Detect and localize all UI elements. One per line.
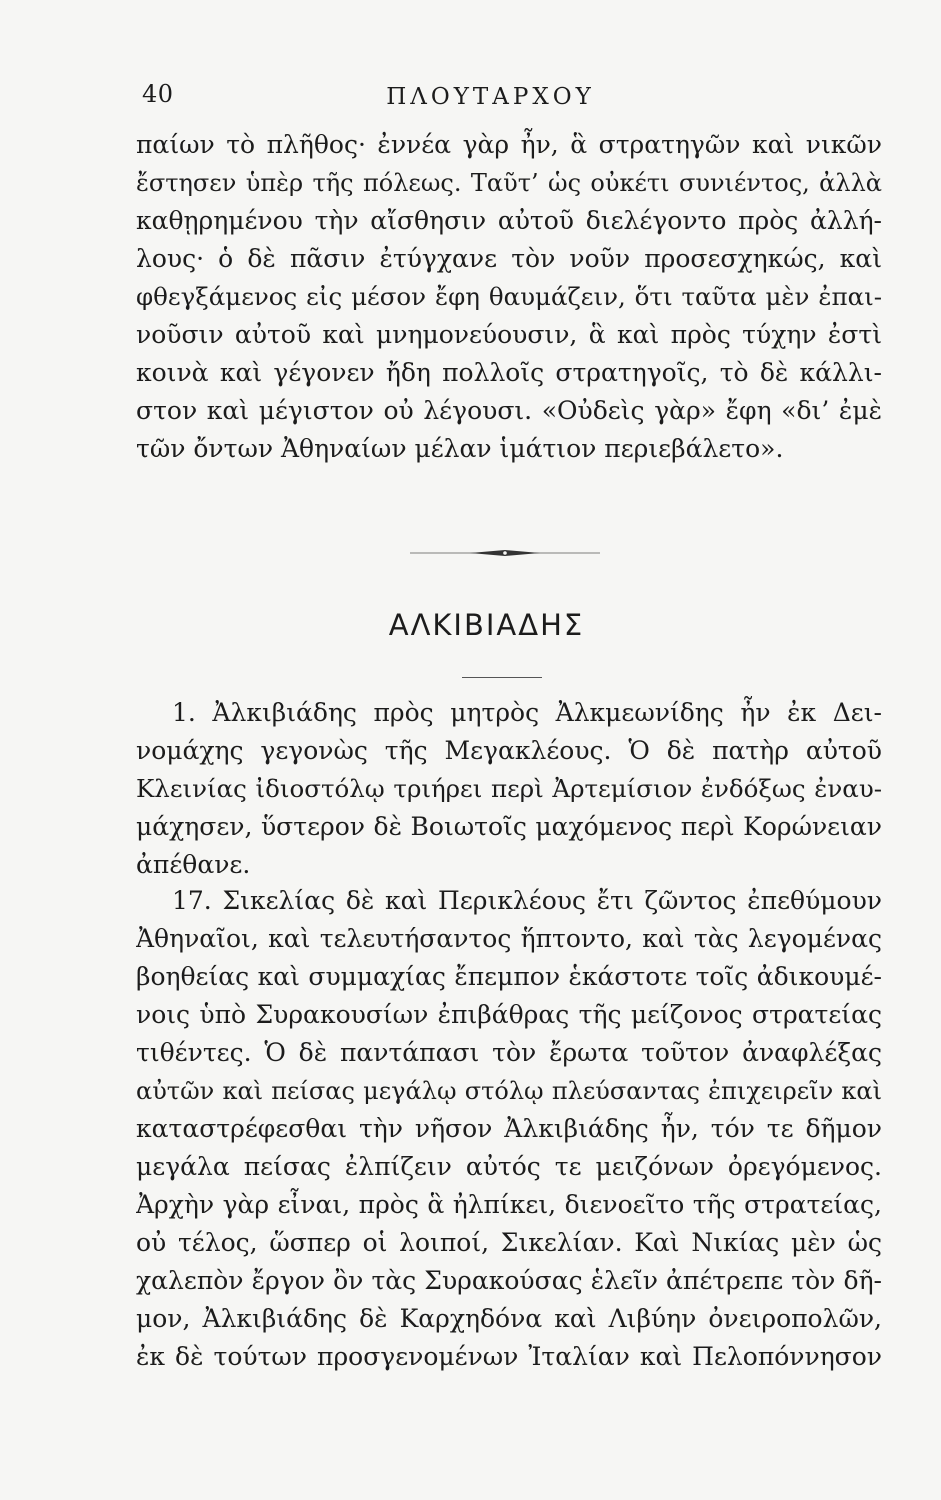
paragraph-alcibiades-17 [136, 882, 882, 1376]
text-line: ἐκ δὲ τούτων προσγενομένων Ἰταλίαν καὶ Πελοπόννησον [136, 1342, 882, 1371]
text-line: χαλεπὸν ἔργον ὂν τὰς Συρακούσας ἑλεῖν ἀπέτρεπε τὸν δῆ- [136, 1266, 882, 1295]
text-line: Κλεινίας ἰδιοστόλῳ τριήρει περὶ Ἀρτεμίσιον ἐνδόξως ἐναυ- [136, 774, 882, 803]
page-number: 40 [142, 80, 174, 108]
text-line: βοηθείας καὶ συμμαχίας ἔπεμπον ἑκάστοτε τοῖς ἀδικουμέ- [136, 962, 882, 991]
text-line: νοις ὑπὸ Συρακουσίων ἐπιβάθρας τῆς μείζονος στρατείας [136, 1000, 882, 1029]
text-line: Ἀρχὴν γὰρ εἶναι, πρὸς ἃ ἠλπίκει, διενοεῖτο τῆς στρατείας, [136, 1190, 882, 1219]
section-title: ΑΛΚΙΒΙΑΔΗΣ [388, 608, 585, 642]
section-divider-ornament [410, 548, 600, 558]
text-line: ἔστησεν ὑπὲρ τῆς πόλεως. Ταῦτ’ ὡς οὐκέτι συνιέντος, ἀλλὰ [136, 169, 882, 197]
text-line: παίων τὸ πλῆθος· ἐννέα γὰρ ἦν, ἃ στρατηγῶν καὶ νικῶν [136, 130, 882, 159]
text-line: τῶν ὄντων Ἀθηναίων μέλαν ἱμάτιον περιεβάλετο». [136, 434, 784, 463]
text-line: Ἀθηναῖοι, καὶ τελευτήσαντος ἥπτοντο, καὶ τὰς λεγομένας [136, 924, 882, 953]
running-head: ΠΛΟΥΤΑΡΧΟΥ [386, 84, 595, 110]
text-line: φθεγξάμενος εἰς μέσον ἔφη θαυμάζειν, ὅτι ταῦτα μὲν ἐπαι- [136, 282, 882, 311]
text-line: μεγάλα πείσας ἐλπίζειν αὐτός τε μειζόνων ὀρεγόμενος. [136, 1152, 882, 1181]
text-line: καθῃρημένου τὴν αἴσθησιν αὐτοῦ διελέγοντο πρὸς ἀλλή- [136, 206, 882, 235]
text-line: ἀπέθανε. [136, 850, 251, 879]
text-line: καταστρέφεσθαι τὴν νῆσον Ἀλκιβιάδης ἦν, τόν τε δῆμον [136, 1114, 882, 1143]
title-underline-rule [462, 677, 542, 678]
text-line: 17. Σικελίας δὲ καὶ Περικλέους ἔτι ζῶντος ἐπεθύμουν [172, 886, 882, 915]
text-line: νοῦσιν αὐτοῦ καὶ μνημονεύουσιν, ἃ καὶ πρὸς τύχην ἐστὶ [136, 320, 882, 349]
text-line: κοινὰ καὶ γέγονεν ἤδη πολλοῖς στρατηγοῖς, τὸ δὲ κάλλι- [136, 358, 882, 387]
text-line: μάχησεν, ὕστερον δὲ Βοιωτοῖς μαχόμενος περὶ Κορώνειαν [136, 812, 882, 841]
text-line: οὐ τέλος, ὥσπερ οἱ λοιποί, Σικελίαν. Καὶ Νικίας μὲν ὡς [136, 1228, 882, 1257]
paragraph-alcibiades-1 [136, 694, 882, 884]
paragraph-plutarch-continuation [136, 126, 882, 468]
text-line: αὐτῶν καὶ πείσας μεγάλῳ στόλῳ πλεύσαντας ἐπιχειρεῖν καὶ [136, 1077, 882, 1105]
text-line: 1. Ἀλκιβιάδης πρὸς μητρὸς Ἀλκμεωνίδης ἦν ἐκ Δει- [172, 698, 882, 727]
text-line: μον, Ἀλκιβιάδης δὲ Καρχηδόνα καὶ Λιβύην ὀνειροπολῶν, [136, 1304, 882, 1333]
text-line: τιθέντες. Ὁ δὲ παντάπασι τὸν ἔρωτα τοῦτον ἀναφλέξας [136, 1038, 882, 1067]
text-line: νομάχης γεγονὼς τῆς Μεγακλέους. Ὁ δὲ πατὴρ αὐτοῦ [136, 736, 882, 765]
text-line: στον καὶ μέγιστον οὐ λέγουσι. «Οὐδεὶς γὰρ» ἔφη «δι’ ἐμὲ [136, 396, 882, 425]
text-line: λους· ὁ δὲ πᾶσιν ἐτύγχανε τὸν νοῦν προσεσχηκώς, καὶ [136, 244, 882, 273]
